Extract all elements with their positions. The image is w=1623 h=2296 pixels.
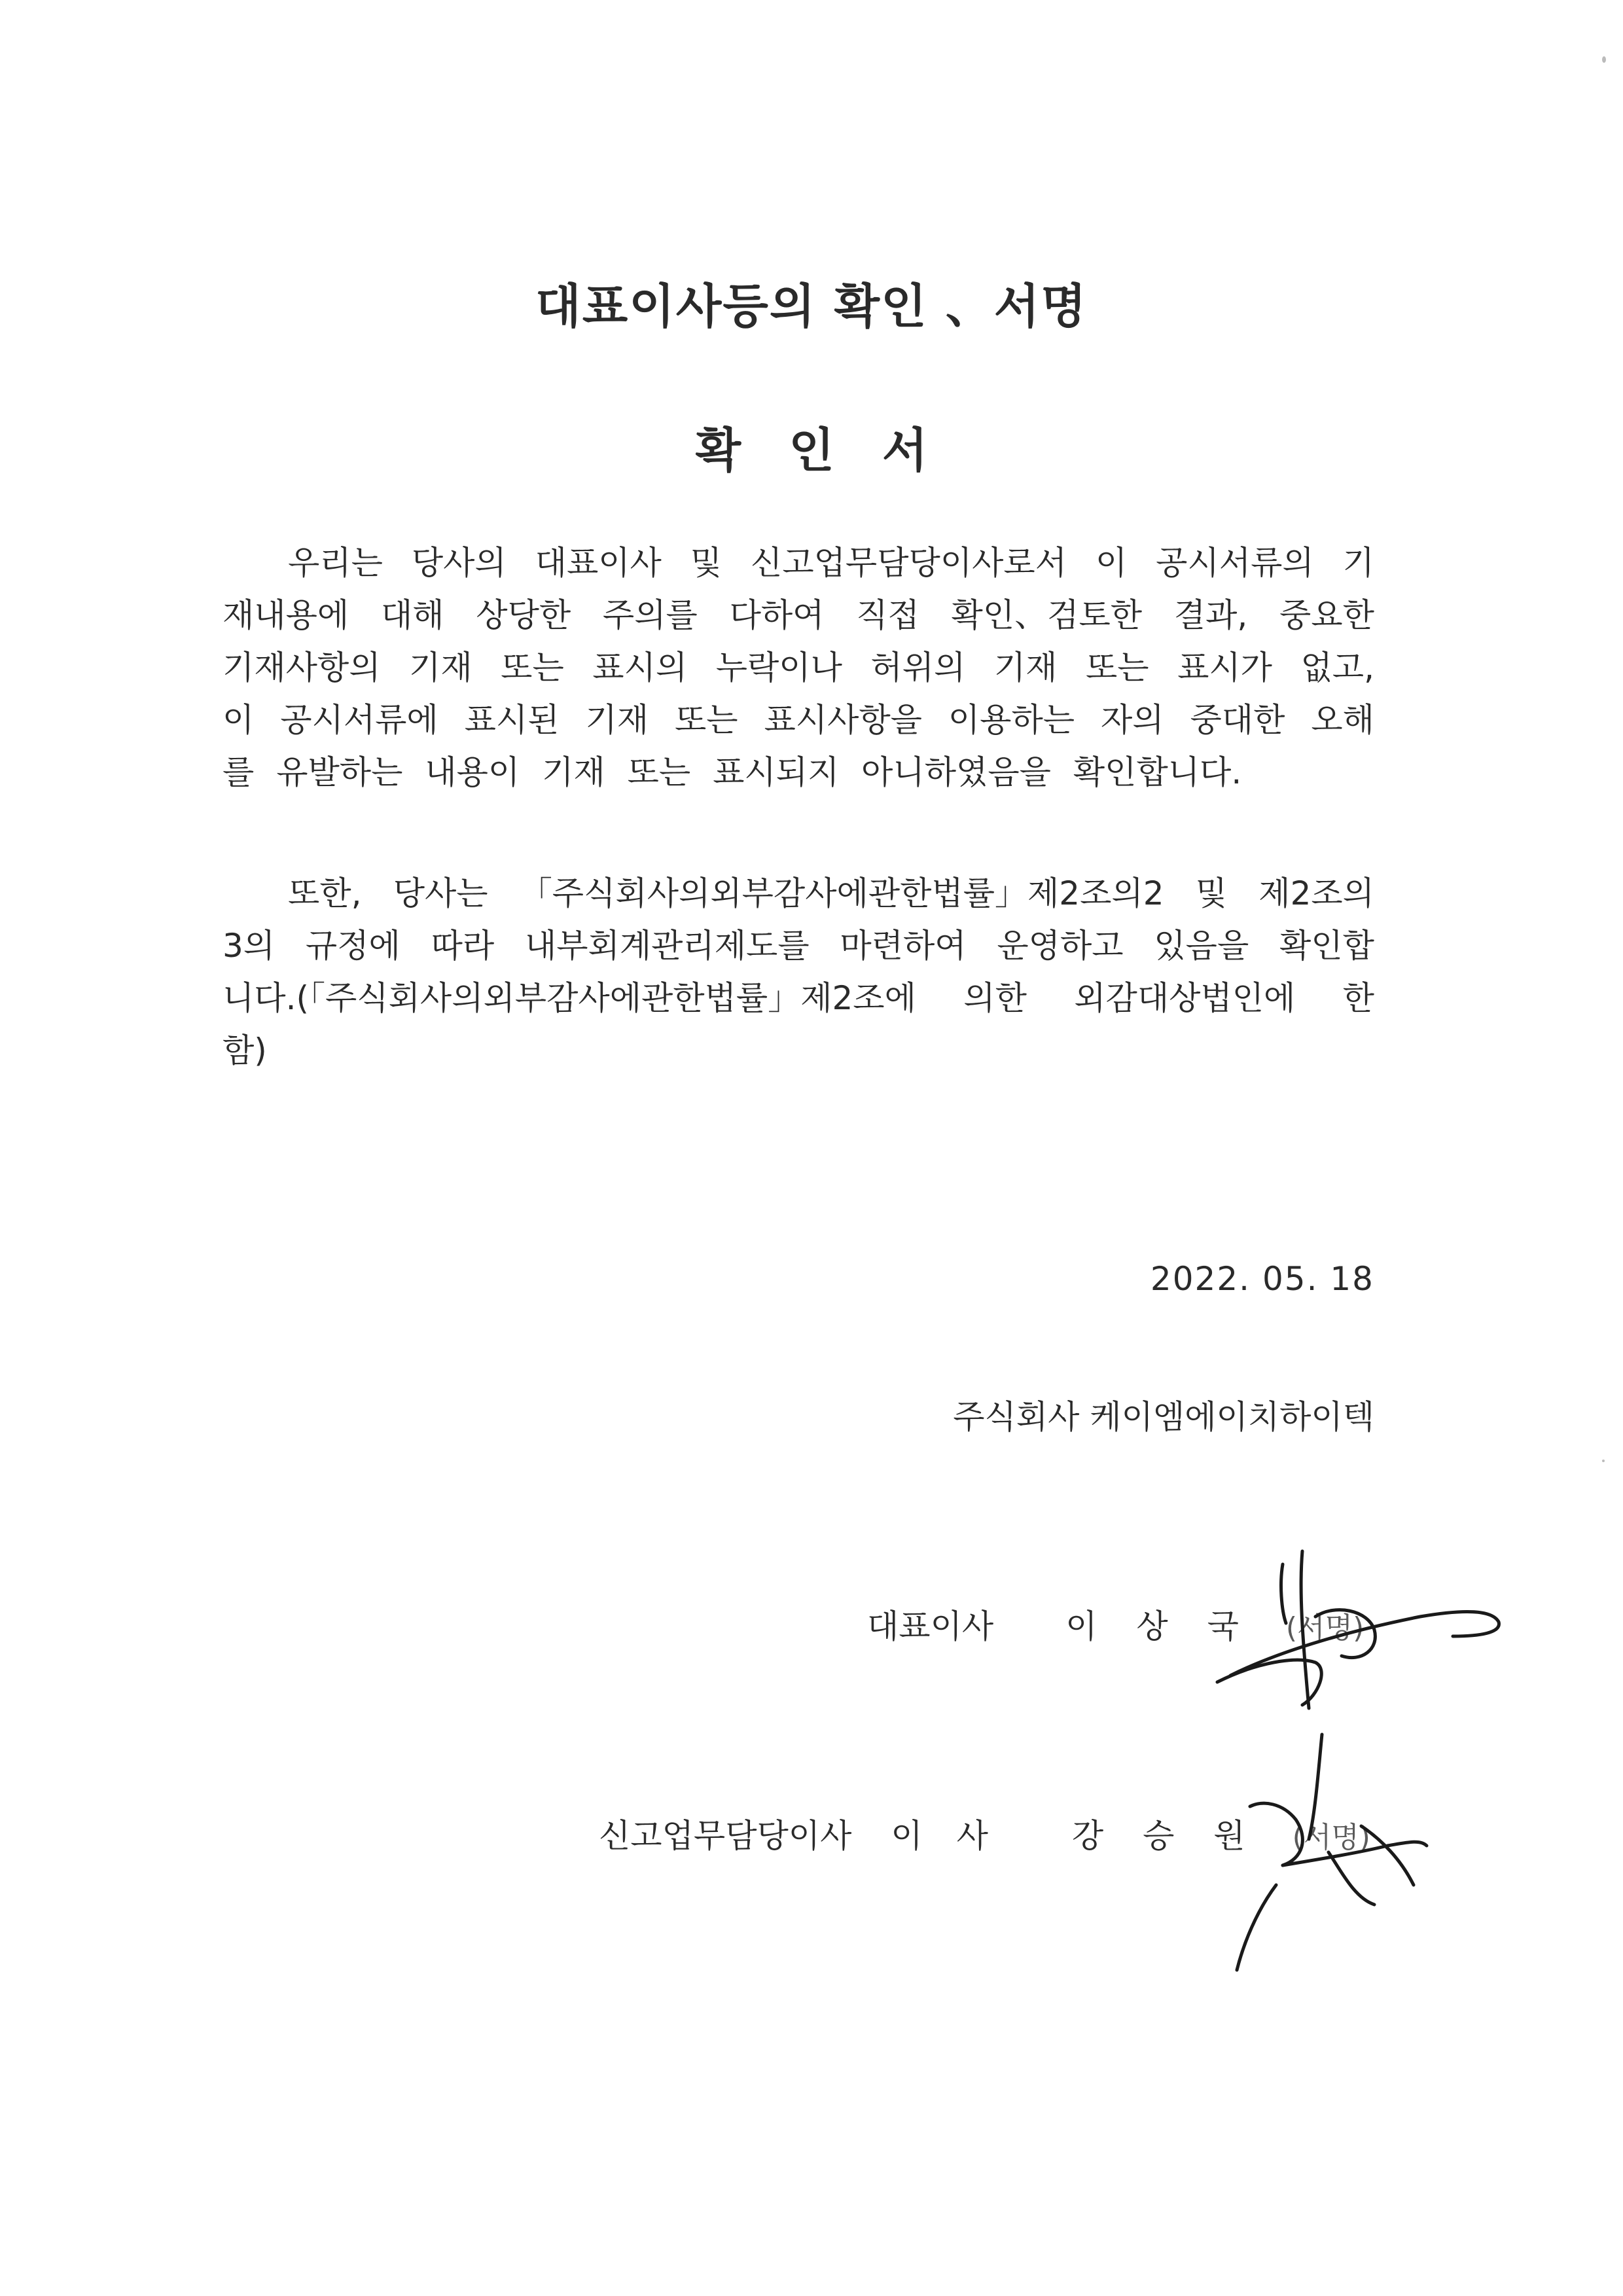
handwritten-signature-officer xyxy=(1230,1728,1446,1977)
paragraph-word: 대표이사 xyxy=(535,544,662,582)
paragraph-word: 다하여 xyxy=(729,596,825,634)
scan-speck xyxy=(1602,1460,1605,1462)
paragraph-word: 또한, xyxy=(288,874,362,912)
paragraph-word: 당사의 xyxy=(411,544,507,582)
paragraph-word: 기재 xyxy=(409,649,473,687)
paragraph-line xyxy=(223,746,1374,798)
paragraph-word: 기 xyxy=(1342,544,1374,582)
paragraph-word: 결과, xyxy=(1173,596,1248,634)
paragraph-word: 이 xyxy=(1095,544,1128,582)
scan-speck xyxy=(1602,56,1606,63)
paragraph-word: 를 유발하는 내용이 기재 또는 표시되지 아니하였음을 확인합니다. xyxy=(223,753,1242,791)
paragraph-line xyxy=(223,537,1374,589)
document-subtitle: 확 인 서 xyxy=(695,422,928,478)
paragraph-word: 규정에 xyxy=(305,927,401,965)
paragraph-word: 내부회계관리제도를 xyxy=(524,927,810,965)
signature-mark: (서명) xyxy=(1292,1821,1370,1854)
paragraph-word: 직접 xyxy=(856,596,919,634)
paragraph-word: 표시된 xyxy=(464,701,560,739)
paragraph-word: 외감대상법인에 xyxy=(1074,979,1296,1017)
paragraph-word: 당사는 xyxy=(393,874,488,912)
document-title: 대표이사등의 확인 、서명 xyxy=(535,278,1088,334)
paragraph-word: 공시서류의 xyxy=(1156,544,1314,582)
paragraph-word: 함) xyxy=(223,1031,267,1069)
paragraph-word: 및 xyxy=(690,544,722,582)
paragraph-line xyxy=(223,1024,1374,1077)
paragraph-word: 확인합 xyxy=(1279,927,1374,965)
paragraph-word: 상당한 xyxy=(476,596,571,634)
paragraph-word: 또는 xyxy=(501,649,564,687)
paragraph-word: 기재 xyxy=(993,649,1058,687)
paragraph-word: 허위의 xyxy=(870,649,966,687)
paragraph-word: 표시의 xyxy=(592,649,688,687)
handwritten-signature-ceo xyxy=(1204,1538,1512,1721)
paragraph-line xyxy=(223,589,1374,641)
signature-mark: (서명) xyxy=(1285,1611,1364,1645)
paragraph-word: 확인、검토한 xyxy=(951,596,1143,634)
paragraph-word: 주의를 xyxy=(602,596,698,634)
paragraph-word: 자의 xyxy=(1100,701,1164,739)
paragraph-word: 3의 xyxy=(223,927,276,965)
confirmation-paragraph-1 xyxy=(223,537,1374,798)
paragraph-word: 또는 xyxy=(674,701,738,739)
paragraph-word: 표시사항을 xyxy=(764,701,922,739)
paragraph-line xyxy=(223,641,1374,694)
paragraph-word: 신고업무담당이사로서 xyxy=(751,544,1067,582)
paragraph-word: 재내용에 xyxy=(223,596,349,634)
paragraph-word: 오해 xyxy=(1311,701,1374,739)
paragraph-line xyxy=(223,867,1374,920)
document-date: 2022. 05. 18 xyxy=(1150,1260,1374,1298)
signatory-name: 이 상 국 xyxy=(1065,1607,1253,1645)
paragraph-word: 이용하는 xyxy=(948,701,1075,739)
signatory-name: 강 승 원 xyxy=(1071,1817,1260,1855)
signatory-role: 신고업무담당이사 xyxy=(599,1817,852,1855)
paragraph-word: 표시가 xyxy=(1177,649,1272,687)
paragraph-word: 제2조의 xyxy=(1258,874,1374,912)
signatory-title: 이 사 xyxy=(891,1817,1000,1855)
paragraph-word: 있음을 xyxy=(1154,927,1249,965)
paragraph-word: 중대한 xyxy=(1190,701,1285,739)
paragraph-word: 「주식회사의외부감사에관한법률」제2조의2 xyxy=(519,874,1164,912)
paragraph-line xyxy=(223,920,1374,972)
signatory-role: 대표이사 xyxy=(867,1607,994,1645)
paragraph-word: 우리는 xyxy=(288,544,383,582)
paragraph-word: 따라 xyxy=(431,927,495,965)
paragraph-word: 누락이나 xyxy=(715,649,842,687)
paragraph-word: 대해 xyxy=(380,596,444,634)
paragraph-line xyxy=(223,972,1374,1024)
company-name: 주식회사 케이엠에이치하이텍 xyxy=(953,1398,1374,1436)
paragraph-word: 또는 xyxy=(1085,649,1149,687)
confirmation-paragraph-2 xyxy=(223,867,1374,1077)
paragraph-line xyxy=(223,694,1374,746)
paragraph-word: 마련하여 xyxy=(840,927,967,965)
paragraph-word: 운영하고 xyxy=(997,927,1124,965)
paragraph-word: 한 xyxy=(1342,979,1374,1017)
paragraph-word: 및 xyxy=(1195,874,1228,912)
paragraph-word: 기재 xyxy=(585,701,649,739)
paragraph-word: 중요한 xyxy=(1279,596,1374,634)
paragraph-word: 의한 xyxy=(963,979,1027,1017)
paragraph-word: 이 xyxy=(223,701,255,739)
paragraph-word: 니다.(「주식회사의외부감사에관한법률」제2조에 xyxy=(223,979,916,1017)
paragraph-word: 공시서류에 xyxy=(280,701,438,739)
paragraph-word: 기재사항의 xyxy=(223,649,381,687)
paragraph-word: 없고, xyxy=(1300,649,1374,687)
